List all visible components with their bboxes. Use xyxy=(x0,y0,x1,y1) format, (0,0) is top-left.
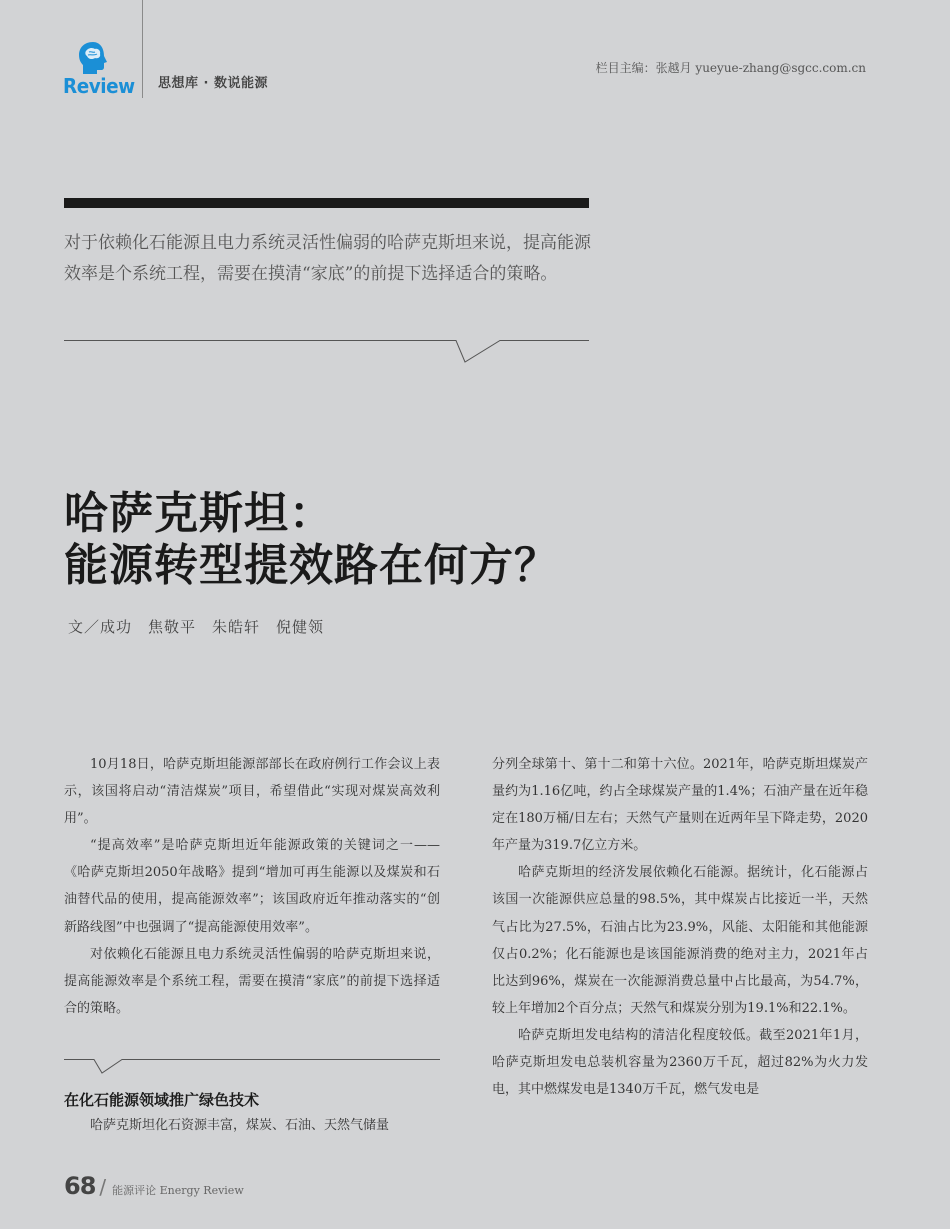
title-line-2: 能源转型提效路在何方？ xyxy=(64,540,559,591)
column-editor: 栏目主编：张越月 yueyue-zhang@sgcc.com.cn xyxy=(595,61,866,75)
body-paragraph-continued: 分列全球第十、第十二和第十六位。2021年，哈萨克斯坦煤炭产量约为1.16亿吨，约占全球煤炭产量的1.4%；石油产量在近年稳定在180万桶/日左右；天然气产量则在近两年呈下降走势，2020年产量为319.7亿立方米。 xyxy=(492,757,868,854)
header-divider xyxy=(142,0,143,98)
footer-slash: / xyxy=(99,1175,107,1199)
logo-wordmark: Review xyxy=(63,74,135,98)
body-paragraph: 哈萨克斯坦化石资源丰富，煤炭、石油、天然气储量 xyxy=(90,1118,390,1133)
lead-bottom-rule xyxy=(64,338,589,364)
body-paragraph: 哈萨克斯坦发电结构的清洁化程度较低。截至2021年1月，哈萨克斯坦发电总装机容量为2360万千瓦，超过82%为火力发电，其中燃煤发电是1340万千瓦，燃气发电是 xyxy=(492,1027,868,1098)
lead-top-bar xyxy=(64,198,589,208)
article-title xyxy=(64,488,684,592)
magazine-name: 能源评论 Energy Review xyxy=(112,1184,244,1197)
body-paragraph: “提高效率”是哈萨克斯坦近年能源政策的关键词之一——《哈萨克斯坦2050年战略》提到“增加可再生能源以及煤炭和石油替代品的使用，提高能源效率”；该国政府近年推动落实的“创新路线图”中也强调了“提高能源使用效率”。 xyxy=(64,838,440,935)
body-paragraph: 哈萨克斯坦的经济发展依赖化石能源。据统计，化石能源占该国一次能源供应总量的98.5%，其中煤炭占比接近一半，天然气占比为27.5%，石油占比为23.9%，风能、太阳能和其他能源仅占0.2%；化石能源也是该国能源消费的绝对主力，2021年占比达到96%，煤炭在一次能源消费总量中占比最高，为54.7%，较上年增加2个百分点；天然气和煤炭分别为19.1%和22.1%。 xyxy=(492,865,868,1016)
body-paragraph: 对依赖化石能源且电力系统灵活性偏弱的哈萨克斯坦来说，提高能源效率是个系统工程，需要在摸清“家底”的前提下选择适合的策略。 xyxy=(64,946,440,1016)
brain-head-logo-icon xyxy=(76,40,110,78)
body-column-right xyxy=(492,751,868,1103)
title-line-1: 哈萨克斯坦： xyxy=(64,488,334,539)
lead-paragraph: 对于依赖化石能源且电力系统灵活性偏弱的哈萨克斯坦来说，提高能源效率是个系统工程，需要在摸清“家底”的前提下选择适合的策略。 xyxy=(64,233,591,284)
body-column-left xyxy=(64,751,440,1022)
section-divider xyxy=(64,1057,440,1075)
byline: 文／成功 焦敬平 朱皓轩 倪健领 xyxy=(68,618,325,636)
page-footer xyxy=(64,1172,244,1200)
column-name: 思想库 · 数说能源 xyxy=(158,76,268,91)
body-paragraph: 10月18日，哈萨克斯坦能源部部长在政府例行工作会议上表示，该国将启动“清洁煤炭”项目，希望借此“实现对煤炭高效利用”。 xyxy=(64,757,440,827)
page-number: 68 xyxy=(64,1172,96,1200)
section-heading: 在化石能源领域推广绿色技术 xyxy=(64,1091,260,1109)
